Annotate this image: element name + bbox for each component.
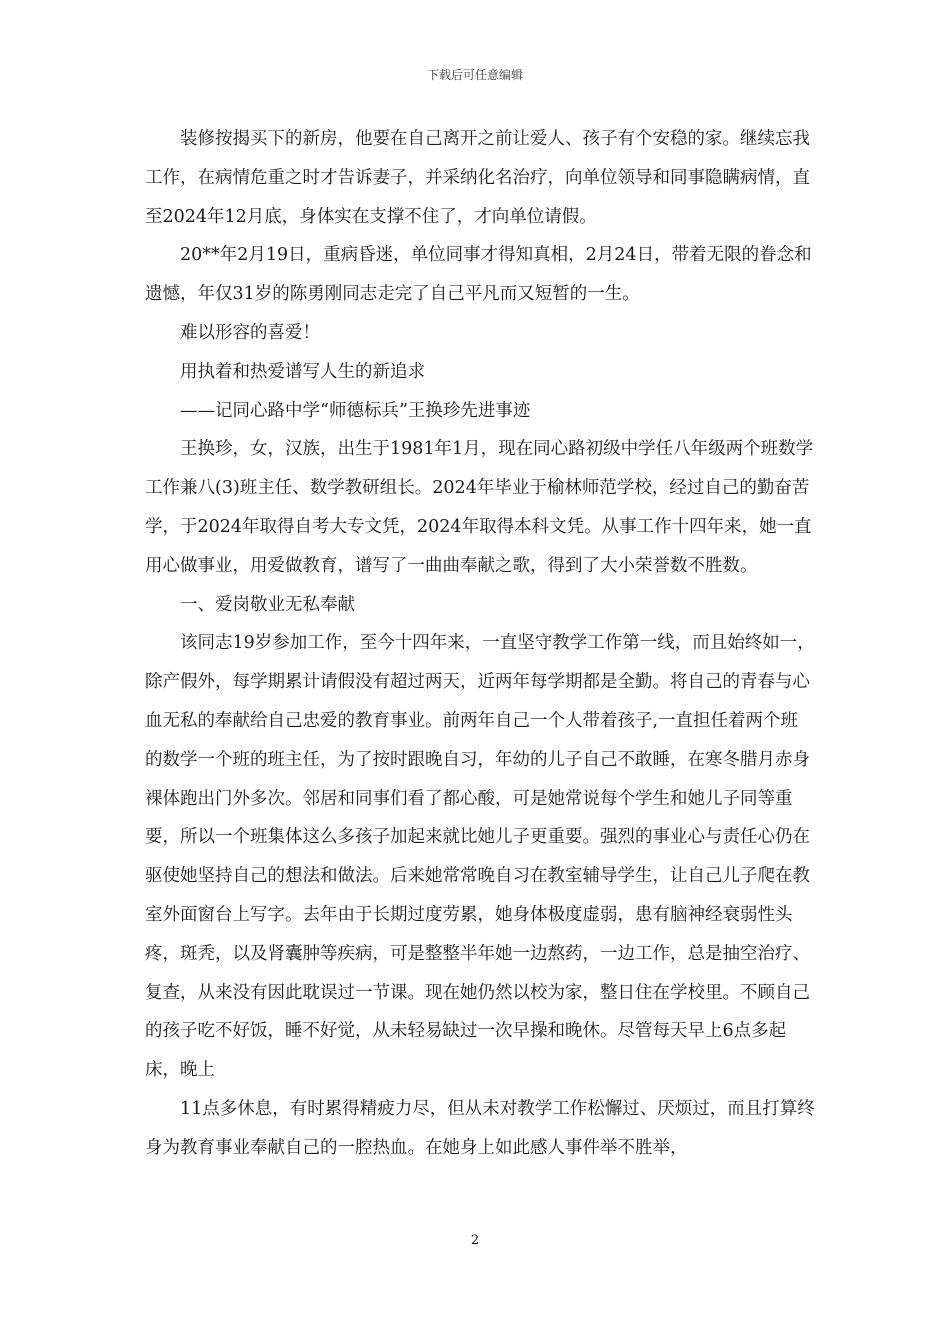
document-body bbox=[145, 120, 815, 1168]
paragraph: 难以形容的喜爱！ bbox=[180, 322, 320, 343]
paragraph: 装修按揭买下的新房，他要在自己离开之前让爱人、孩子有个安稳的家。继续忘我工作，在病情危重之时才告诉妻子，并采纳化名治疗，向单位领导和同事隐瞒病情，直至2024年12月底，身体实在支撑不住了，才向单位请假。 bbox=[145, 129, 810, 227]
paragraph: 20**年2月19日，重病昏迷，单位同事才得知真相，2月24日，带着无限的眷念和遗憾，年仅31岁的陈勇刚同志走完了自己平凡而又短暂的一生。 bbox=[145, 245, 812, 305]
paragraph: 11点多休息，有时累得精疲力尽，但从未对教学工作松懈过、厌烦过，而且打算终身为教育事业奉献自己的一腔热血。在她身上如此感人事件举不胜举， bbox=[145, 1098, 815, 1158]
section-title: 用执着和热爱谱写人生的新追求 bbox=[180, 361, 425, 382]
section-heading: 一、爱岗敬业无私奉献 bbox=[180, 594, 355, 615]
page-header: 下载后可任意编辑 bbox=[426, 68, 523, 82]
paragraph: 王换珍，女，汉族，出生于1981年1月，现在同心路初级中学任八年级两个班数学工作兼八(3)班主任、数学教研组长。2024年毕业于榆林师范学校，经过自己的勤奋苦学，于2024年取得自考大专文凭，2024年取得本科文凭。从事工作十四年来，她一直用心做事业，用爱做教育，谱写了一曲曲奉献之歌，得到了大小荣誉数不胜数。 bbox=[145, 439, 814, 576]
page-number: 2 bbox=[470, 1233, 480, 1248]
paragraph: 该同志19岁参加工作，至今十四年来，一直坚守教学工作第一线，而且始终如一，除产假外，每学期累计请假没有超过两天，近两年每学期都是全勤。将自己的青春与心血无私的奉献给自己忠爱的教育事业。前两年自己一个人带着孩子,一直担任着两个班的数学一个班的班主任，为了按时跟晚自习，年幼的儿子自己不敢睡，在寒冬腊月赤身裸体跑出门外多次。邻居和同事们看了都心酸，可是她常说每个学生和她儿子同等重要，所以一个班集体这么多孩子加起来就比她儿子更重要。强烈的事业心与责任心仍在驱使她坚持自己的想法和做法。后来她常常晚自习在教室辅导学生，让自己儿子爬在教室外面窗台上写字。去年由于长期过度劳累，她身体极度虚弱，患有脑神经衰弱性头疼，斑秃，以及肾囊肿等疾病，可是整整半年她一边熬药，一边工作，总是抽空治疗、复查，从来没有因此耽误过一节课。现在她仍然以校为家，整日住在学校里。不顾自己的孩子吃不好饭，睡不好觉，从未轻易缺过一次早操和晚休。尽管每天早上6点多起床，晚上 bbox=[145, 633, 815, 1081]
section-subtitle: ——记同心路中学“师德标兵”王换珍先进事迹 bbox=[180, 400, 531, 421]
